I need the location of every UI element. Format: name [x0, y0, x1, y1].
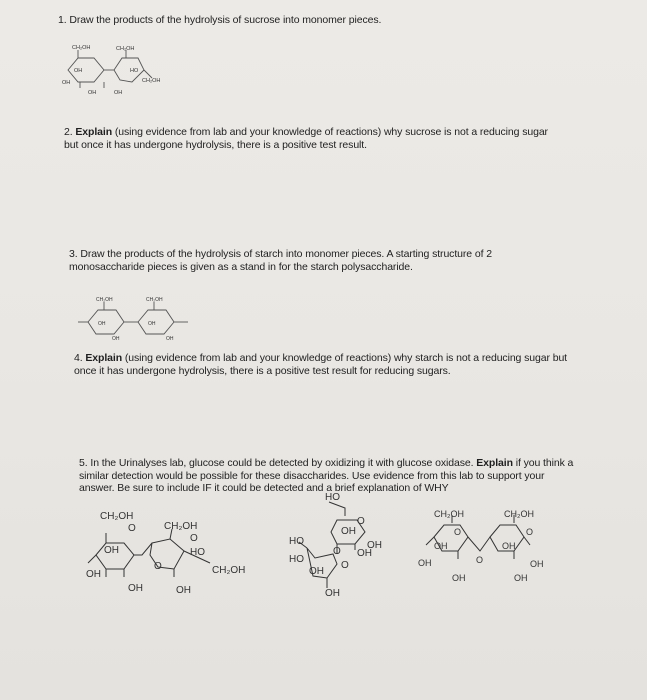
label-ch2oh: CH₂OH	[164, 521, 198, 532]
question-5	[79, 457, 579, 495]
label-ch2oh: CH₂OH	[116, 46, 135, 52]
label-oh: OH	[357, 548, 372, 559]
question-4-text: (using evidence from lab and your knowledge of reactions) why starch is not a reducing sugar but once it has undergone hydrolysis, there is a positive test result for reducing sugars.	[74, 352, 567, 377]
sucrose-structure-large	[86, 505, 266, 605]
label-oh: OH	[62, 80, 71, 86]
question-4-number: 4.	[74, 352, 86, 364]
label-oh: OH	[98, 321, 106, 327]
label-ch2oh: CH₂OH	[504, 509, 534, 519]
disaccharide-structure-large-3	[414, 505, 564, 595]
question-3	[69, 248, 539, 273]
question-3-text: 3. Draw the products of the hydrolysis of starch into monomer pieces. A starting structure of 2 monosaccharide pieces is given as a stand in for the starch polysaccharide.	[69, 248, 492, 273]
label-ho: HO	[289, 554, 304, 565]
label-oh: OH	[452, 573, 466, 583]
label-oh: OH	[341, 526, 356, 537]
label-ho: HO	[325, 492, 340, 503]
label-oh: OH	[434, 541, 448, 551]
label-ho: HO	[190, 547, 205, 558]
label-oh: OH	[148, 321, 156, 327]
question-4-bold: Explain	[85, 352, 123, 364]
label-oh: OH	[166, 336, 174, 342]
label-o: O	[476, 555, 484, 565]
question-2-text: (using evidence from lab and your knowledge of reactions) why sucrose is not a reducing sugar but once it has undergone hydrolysis, there is a positive test result.	[64, 126, 548, 151]
label-oh: OH	[367, 540, 382, 551]
label-ch2oh: CH₂OH	[146, 297, 163, 303]
disaccharide-structure-large-2	[285, 492, 395, 602]
label-oh: OH	[176, 585, 191, 596]
label-oh: OH	[128, 583, 143, 594]
label-oh: OH	[530, 559, 544, 569]
question-2-bold: Explain	[75, 126, 113, 138]
label-oh: OH	[309, 566, 324, 577]
question-1	[58, 14, 618, 27]
label-ch2oh: CH₂OH	[96, 297, 113, 303]
label-o: O	[454, 527, 462, 537]
question-2	[64, 126, 564, 151]
question-4	[74, 352, 584, 377]
label-ch2oh: CH₂OH	[142, 78, 161, 84]
label-o: O	[333, 546, 341, 557]
label-ch2oh: CH₂OH	[72, 45, 91, 51]
question-5-text-1: 5. In the Urinalyses lab, glucose could be detected by oxidizing it with glucose oxidase.	[79, 457, 477, 469]
label-ch2oh: CH₂OH	[434, 509, 464, 519]
sucrose-structure-small	[60, 42, 180, 102]
label-oh: OH	[86, 569, 101, 580]
label-oh: OH	[114, 90, 123, 96]
label-o: O	[526, 527, 534, 537]
label-oh: OH	[502, 541, 516, 551]
label-oh: OH	[112, 336, 120, 342]
question-5-text-2: if you think a similar detection would be possible for these disaccharides. Use evidence from this lab to support your answer. Be sure to include IF it could be detected and a brief explanation of WHY	[79, 457, 574, 494]
label-ch2oh: CH₂OH	[100, 511, 134, 522]
label-ch2oh: CH₂OH	[212, 565, 246, 576]
label-oh: OH	[74, 68, 83, 74]
question-1-text: 1. Draw the products of the hydrolysis of sucrose into monomer pieces.	[58, 14, 382, 26]
question-2-number: 2.	[64, 126, 76, 138]
question-5-bold: Explain	[476, 457, 513, 469]
label-oh: OH	[88, 90, 97, 96]
starch-structure-small	[78, 292, 218, 342]
label-oh: OH	[325, 588, 340, 599]
label-oh: OH	[418, 558, 432, 568]
label-ho: HO	[130, 68, 139, 74]
label-oh: OH	[514, 573, 528, 583]
label-o: O	[357, 516, 365, 527]
label-o: O	[128, 523, 136, 534]
label-o: O	[190, 533, 198, 544]
label-ho: HO	[289, 536, 304, 547]
label-o: O	[154, 561, 162, 572]
label-oh: OH	[104, 545, 119, 556]
label-o: O	[341, 560, 349, 571]
